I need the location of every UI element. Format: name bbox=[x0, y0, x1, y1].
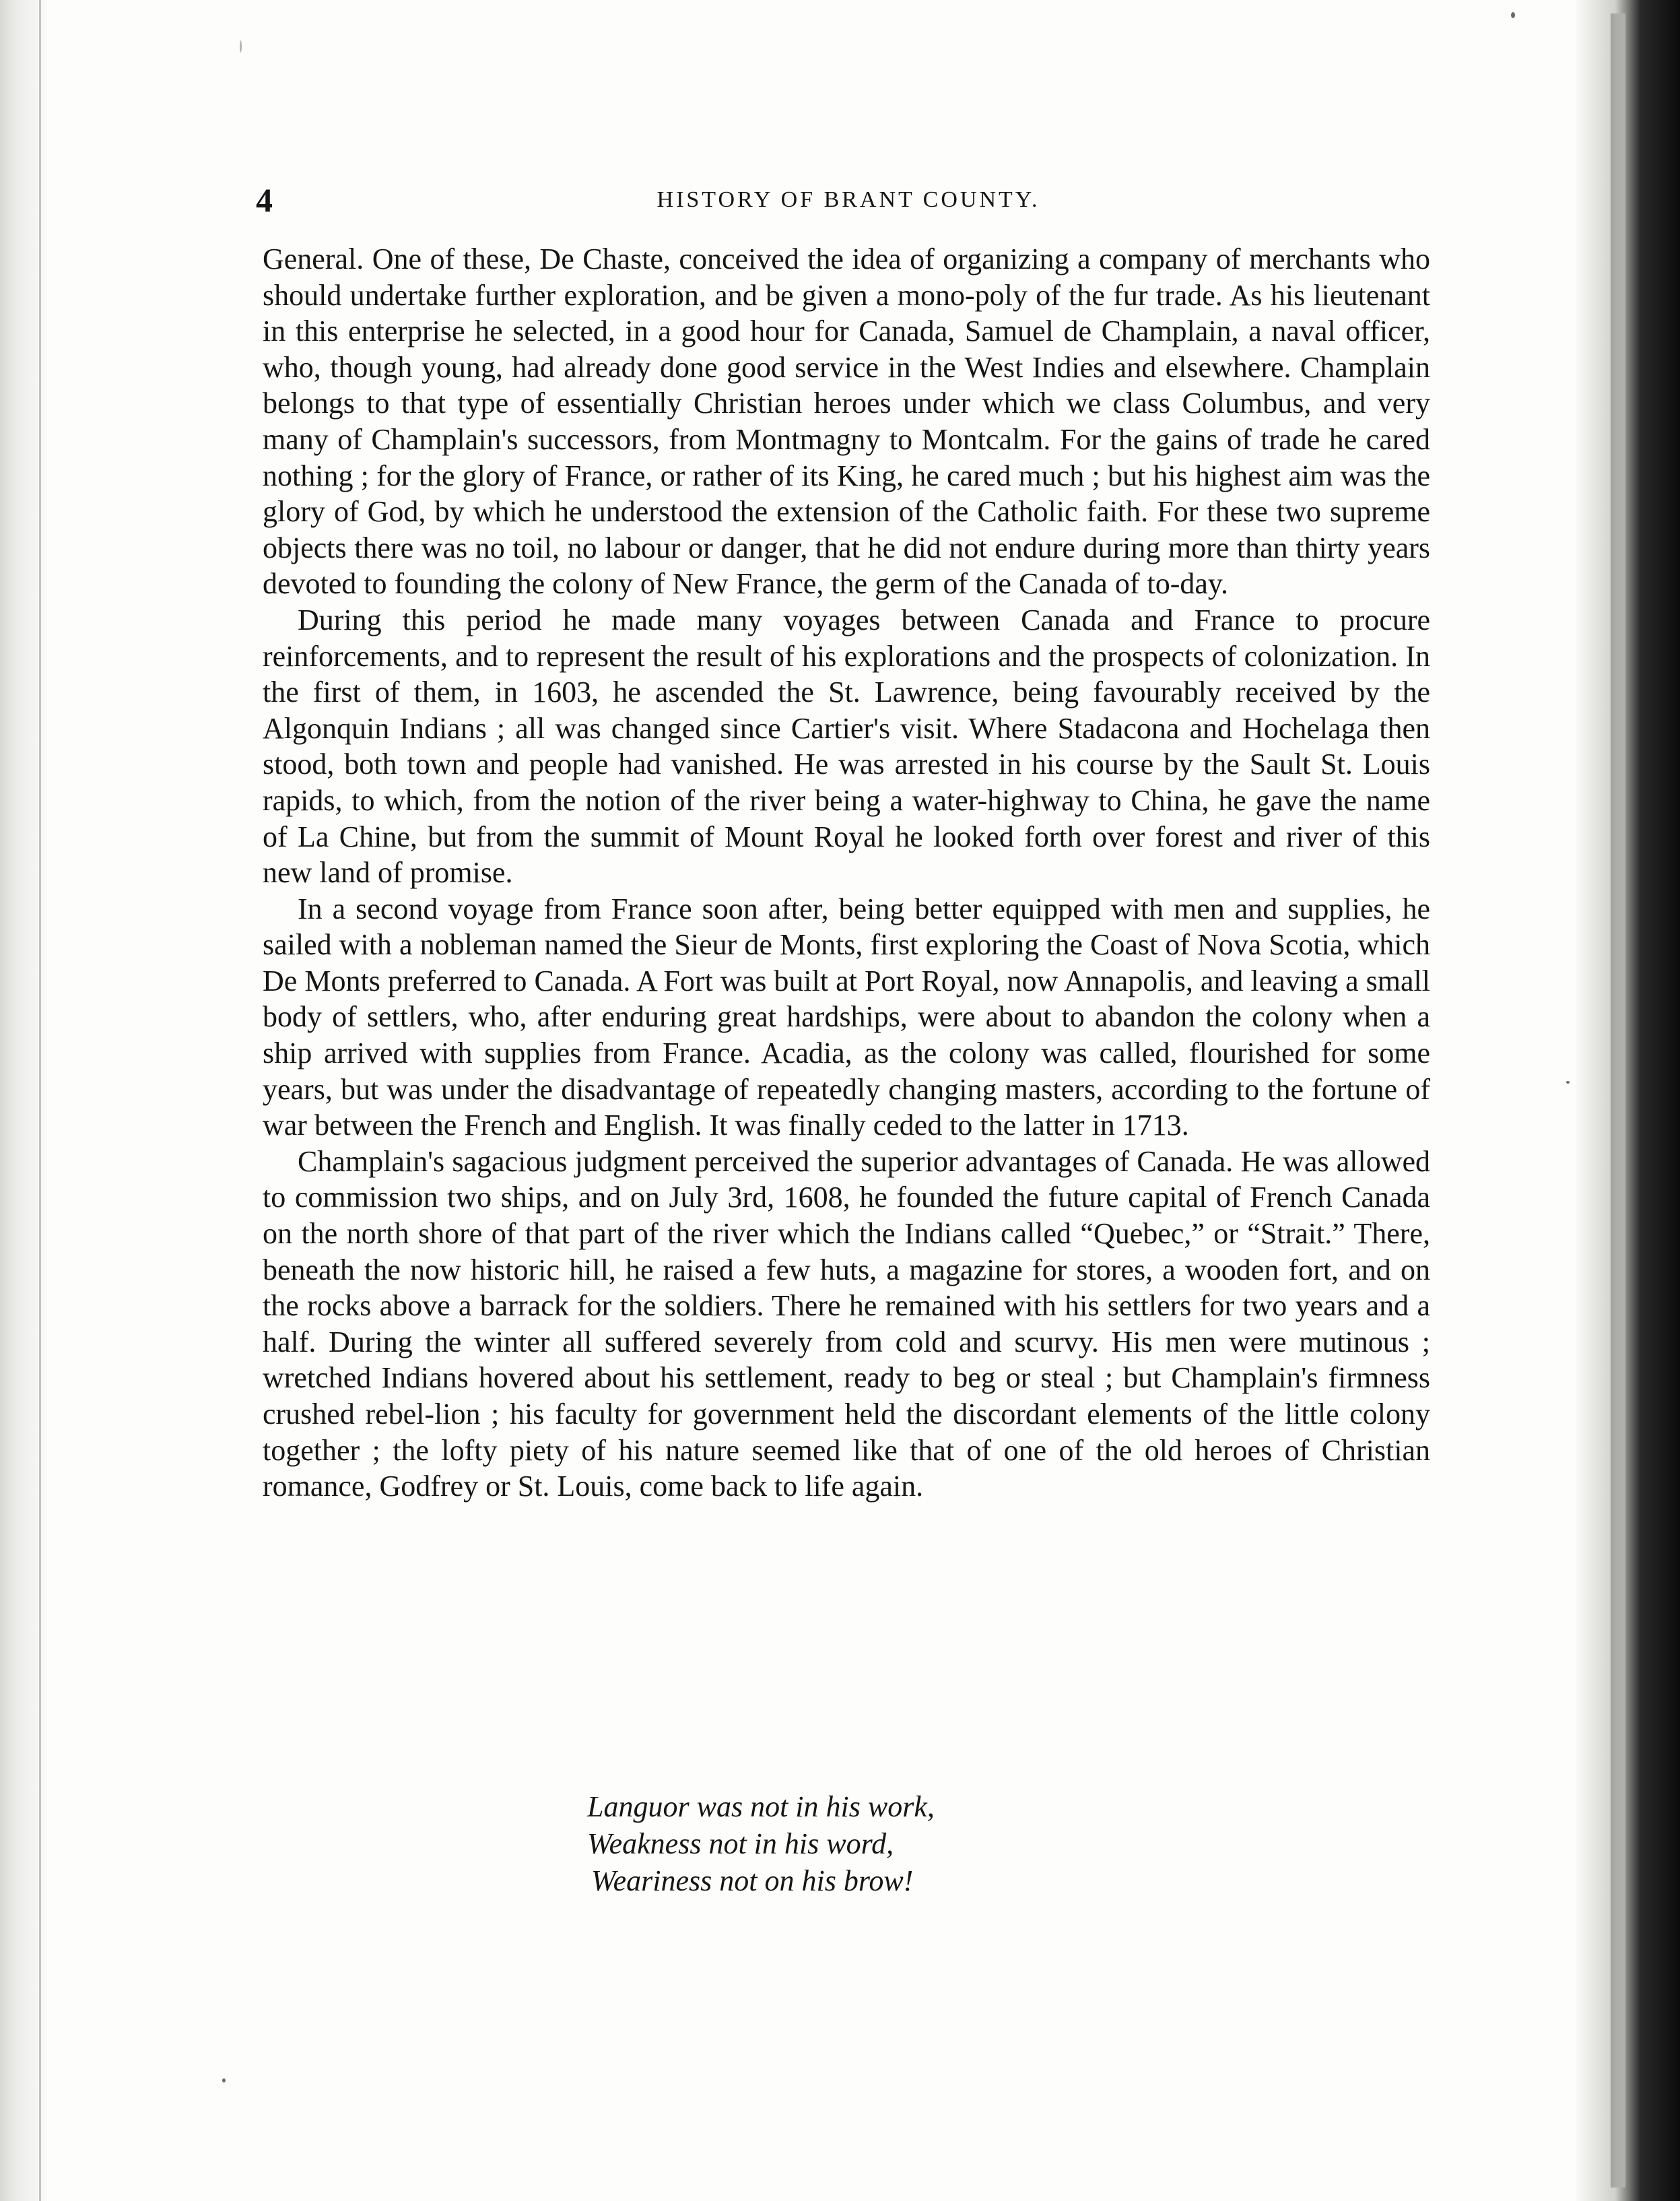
page-header bbox=[256, 179, 1441, 221]
verse-quotation bbox=[587, 1788, 1193, 1899]
scan-speck bbox=[222, 2078, 226, 2082]
paragraph-general: General. One of these, De Chaste, conceived the idea of organizing a company of merchants who should undertake further exploration, and be given a mono-poly of the fur trade. As his lieutenant in this enterprise he selected, in a good hour for Canada, Samuel de Champlain, a naval officer, who, though young, had already done good service in the West Indies and elsewhere. Champlain belongs to that type of essentially Christian heroes under which we class Columbus, and very many of Champlain's successors, from Montmagny to Montcalm. For the gains of trade he cared nothing ; for the glory of France, or rather of its King, he cared much ; but his highest aim was the glory of God, by which he understood the extension of the Catholic faith. For these two supreme objects there was no toil, no labour or danger, that he did not endure during more than thirty years devoted to founding the colony of New France, the germ of the Canada of to-day. bbox=[263, 242, 1430, 601]
verse-line: Weariness not on his brow! bbox=[591, 1864, 914, 1897]
verse-line: Weakness not in his word, bbox=[587, 1827, 894, 1860]
paragraph-voyages: During this period he made many voyages between Canada and France to procure reinforcements, and to represent the result of his explorations and the prospects of colonization. In the first of them, in 1603, he ascended the St. Lawrence, being favourably received by the Algonquin Indians ; all was changed since Cartier's visit. Where Stadacona and Hochelaga then stood, both town and people had vanished. He was arrested in his course by the Sault St. Louis rapids, to which, from the notion of the river being a water-highway to China, he gave the name of La Chine, but from the summit of Mount Royal he looked forth over forest and river of this new land of promise. bbox=[263, 603, 1430, 890]
scan-speck bbox=[1511, 12, 1515, 18]
paragraph-quebec: Champlain's sagacious judgment perceived the superior advantages of Canada. He was allowed to commission two ships, and on July 3rd, 1608, he founded the future capital of French Canada on the north shore of that part of the river which the Indians called “Quebec,” or “Strait.” There, beneath the now historic hill, he raised a few huts, a magazine for stores, a wooden fort, and on the rocks above a barrack for the soldiers. There he remained with his settlers for two years and a half. During the winter all suffered severely from cold and scurvy. His men were mutinous ; wretched Indians hovered about his settlement, ready to beg or steal ; but Champlain's firmness crushed rebel-lion ; his faculty for government held the discordant elements of the little colony together ; the lofty piety of his nature seemed like that of one of the old heroes of Christian romance, Godfrey or St. Louis, come back to life again. bbox=[263, 1144, 1430, 1503]
page-number: 4 bbox=[256, 181, 273, 219]
running-head: HISTORY OF BRANT COUNTY. bbox=[657, 187, 1040, 212]
scan-speck bbox=[240, 40, 242, 53]
scan-right-edge bbox=[1576, 0, 1680, 2201]
paragraph-second-voyage: In a second voyage from France soon after, being better equipped with men and supplies, he sailed with a nobleman named the Sieur de Monts, first exploring the Coast of Nova Scotia, which De Monts preferred to Canada. A Fort was built at Port Royal, now Annapolis, and leaving a small body of settlers, who, after enduring great hardships, were about to abandon the colony when a ship arrived with supplies from France. Acadia, as the colony was called, flourished for some years, but was under the disadvantage of repeatedly changing masters, according to the fortune of war between the French and English. It was finally ceded to the latter in 1713. bbox=[263, 892, 1430, 1142]
verse-line: Languor was not in his work, bbox=[587, 1790, 935, 1823]
scan-left-rule bbox=[39, 0, 41, 2201]
scan-speck bbox=[1566, 1081, 1570, 1084]
scan-right-shadow bbox=[1611, 13, 1625, 2188]
body-text bbox=[263, 241, 1430, 1505]
